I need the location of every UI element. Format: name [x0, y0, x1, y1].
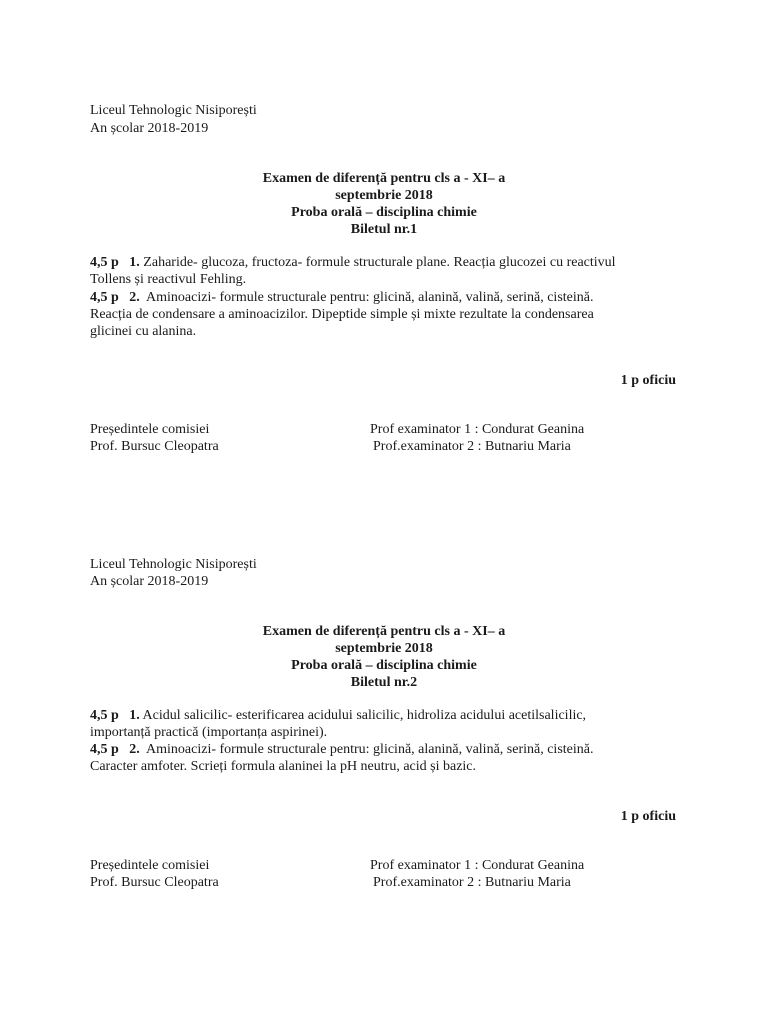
question-points: 4,5 p: [90, 290, 119, 305]
oficiu-points: 1 p oficiu: [620, 809, 676, 824]
question-points: 4,5 p: [90, 708, 119, 723]
examiner-2: Prof.examinator 2 : Butnariu Maria: [373, 875, 571, 890]
exam-date: septembrie 2018: [335, 641, 433, 656]
school-year: An școlar 2018-2019: [90, 574, 209, 589]
ticket-number: Biletul nr.1: [350, 222, 418, 237]
exam-subject: Proba orală – disciplina chimie: [291, 205, 477, 220]
president-title: Președintele comisiei: [90, 858, 210, 873]
exam-subject: Proba orală – disciplina chimie: [291, 658, 477, 673]
oficiu-points: 1 p oficiu: [620, 373, 676, 388]
question-2-continued: glicinei cu alanina.: [90, 324, 197, 339]
school-year: An școlar 2018-2019: [90, 121, 209, 136]
president-name: Prof. Bursuc Cleopatra: [90, 439, 219, 454]
question-2: [90, 741, 593, 758]
president-name: Prof. Bursuc Cleopatra: [90, 875, 219, 890]
question-text: Aminoacizi- formule structurale pentru: glicină, alanină, valină, serină, cisteină.: [146, 290, 594, 305]
question-2-continued: Reacția de condensare a aminoacizilor. Dipeptide simple și mixte rezultate la condensarea: [90, 307, 594, 322]
examiner-1: Prof examinator 1 : Condurat Geanina: [370, 858, 585, 873]
examiner-2: Prof.examinator 2 : Butnariu Maria: [373, 439, 571, 454]
examiner-1: Prof examinator 1 : Condurat Geanina: [370, 422, 585, 437]
question-text: Aminoacizi- formule structurale pentru: glicină, alanină, valină, serină, cisteină.: [146, 742, 594, 757]
question-text: Acidul salicilic- esterificarea acidului salicilic, hidroliza acidului acetilsalicilic,: [142, 708, 587, 723]
school-name: Liceul Tehnologic Nisiporești: [90, 103, 257, 118]
question-points: 4,5 p: [90, 742, 119, 757]
question-number: 2.: [129, 290, 140, 305]
exam-date: septembrie 2018: [335, 188, 433, 203]
question-number: 1.: [129, 708, 140, 723]
school-name: Liceul Tehnologic Nisiporești: [90, 557, 257, 572]
question-1: [90, 707, 586, 724]
exam-title: Examen de diferență pentru cls a - XI– a: [262, 171, 506, 186]
question-text: Zaharide- glucoza, fructoza- formule structurale plane. Reacția glucozei cu reactivul: [143, 255, 616, 270]
president-title: Președintele comisiei: [90, 422, 210, 437]
question-1-continued: Tollens și reactivul Fehling.: [90, 272, 247, 287]
question-points: 4,5 p: [90, 255, 119, 270]
question-2-continued: Caracter amfoter. Scrieți formula alaninei la pH neutru, acid și bazic.: [90, 759, 477, 774]
question-number: 1.: [129, 255, 140, 270]
question-number: 2.: [129, 742, 140, 757]
ticket-number: Biletul nr.2: [350, 675, 418, 690]
exam-title: Examen de diferență pentru cls a - XI– a: [262, 624, 506, 639]
question-1-continued: importanță practică (importanța aspirinei).: [90, 725, 328, 740]
